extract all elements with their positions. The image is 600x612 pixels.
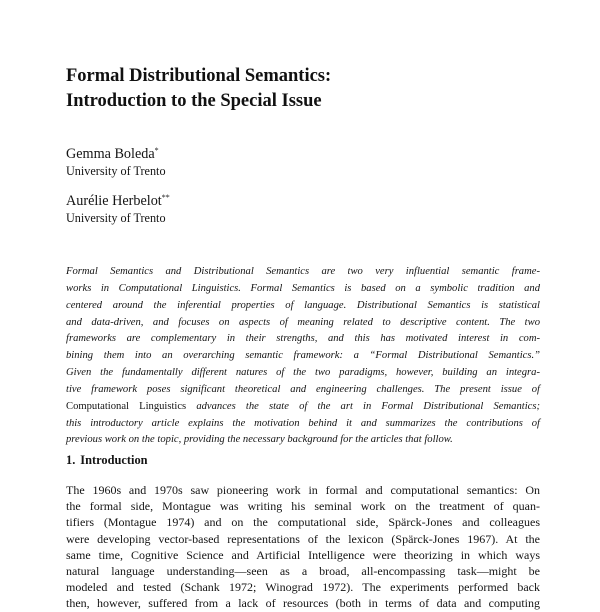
author-footnote-mark: ** <box>161 193 170 202</box>
body-line: natural language understanding—seen as a broad, all-encompassing task—might be <box>66 563 540 578</box>
author-name: Gemma Boleda* <box>66 146 159 162</box>
body-line: tifiers (Montague 1974) and on the computational side, Spärck-Jones and colleagues <box>66 515 540 530</box>
abstract-line: centered around the inferential properties of language. Distributional Semantics is statistical <box>66 299 540 311</box>
title-line: Formal Distributional Semantics: <box>66 66 332 86</box>
author-name: Aurélie Herbelot** <box>66 193 170 209</box>
abstract-line: previous work on the topic, providing the necessary background for the articles that follow. <box>66 434 453 446</box>
abstract-line: and data-driven, and focuses on aspects of meaning related to descriptive content. The two <box>66 316 540 328</box>
abstract-line: works in Computational Linguistics. Formal Semantics is based on a symbolic tradition and <box>66 282 540 294</box>
abstract-line: tive framework poses significant theoretical and engineering challenges. The present issue of <box>66 383 540 395</box>
abstract-line: Formal Semantics and Distributional Semantics are two very influential semantic frame- <box>66 266 540 277</box>
author-affiliation: University of Trento <box>66 164 166 178</box>
body-line: the formal side, Montague was writing his seminal work on the treatment of quan- <box>66 499 540 514</box>
abstract <box>66 264 540 449</box>
title-line: Introduction to the Special Issue <box>66 91 322 111</box>
body-line: were developing vector-based representations of the lexicon (Spärck-Jones 1967). At the <box>66 531 540 546</box>
section-heading <box>66 452 148 468</box>
body-line: The 1960s and 1970s saw pioneering work in formal and computational semantics: On <box>66 483 540 497</box>
body-text <box>66 482 540 612</box>
body-line: modeled and tested (Schank 1972; Winograd 1972). The experiments performed back <box>66 580 540 595</box>
abstract-line: Given the fundamentally different natures of the two paradigms, however, building an integra- <box>66 367 540 379</box>
paper-page <box>66 0 540 611</box>
author-affiliation: University of Trento <box>66 211 166 225</box>
abstract-line: bining them into an overarching semantic framework: a “Formal Distributional Semantics.” <box>66 350 540 362</box>
abstract-line: frameworks are complementary in their strengths, and this has motivated interest in com- <box>66 333 540 345</box>
section-number: 1. <box>66 453 76 467</box>
journal-name: Computational Linguistics <box>66 400 187 412</box>
abstract-line: this introductory article explains the motivation behind it and summarizes the contributions of <box>66 417 540 429</box>
body-line: then, however, suffered from a lack of resources (both in terms of data and computing <box>66 596 540 611</box>
paper-title <box>66 64 331 114</box>
abstract-line: Computational Linguistics advances the state of the art in Formal Distributional Semantics; <box>66 400 540 412</box>
author-footnote-mark: * <box>154 146 159 155</box>
body-line: same time, Cognitive Science and Artificial Intelligence were theorizing in which ways <box>66 547 540 562</box>
section-title: Introduction <box>80 453 148 467</box>
